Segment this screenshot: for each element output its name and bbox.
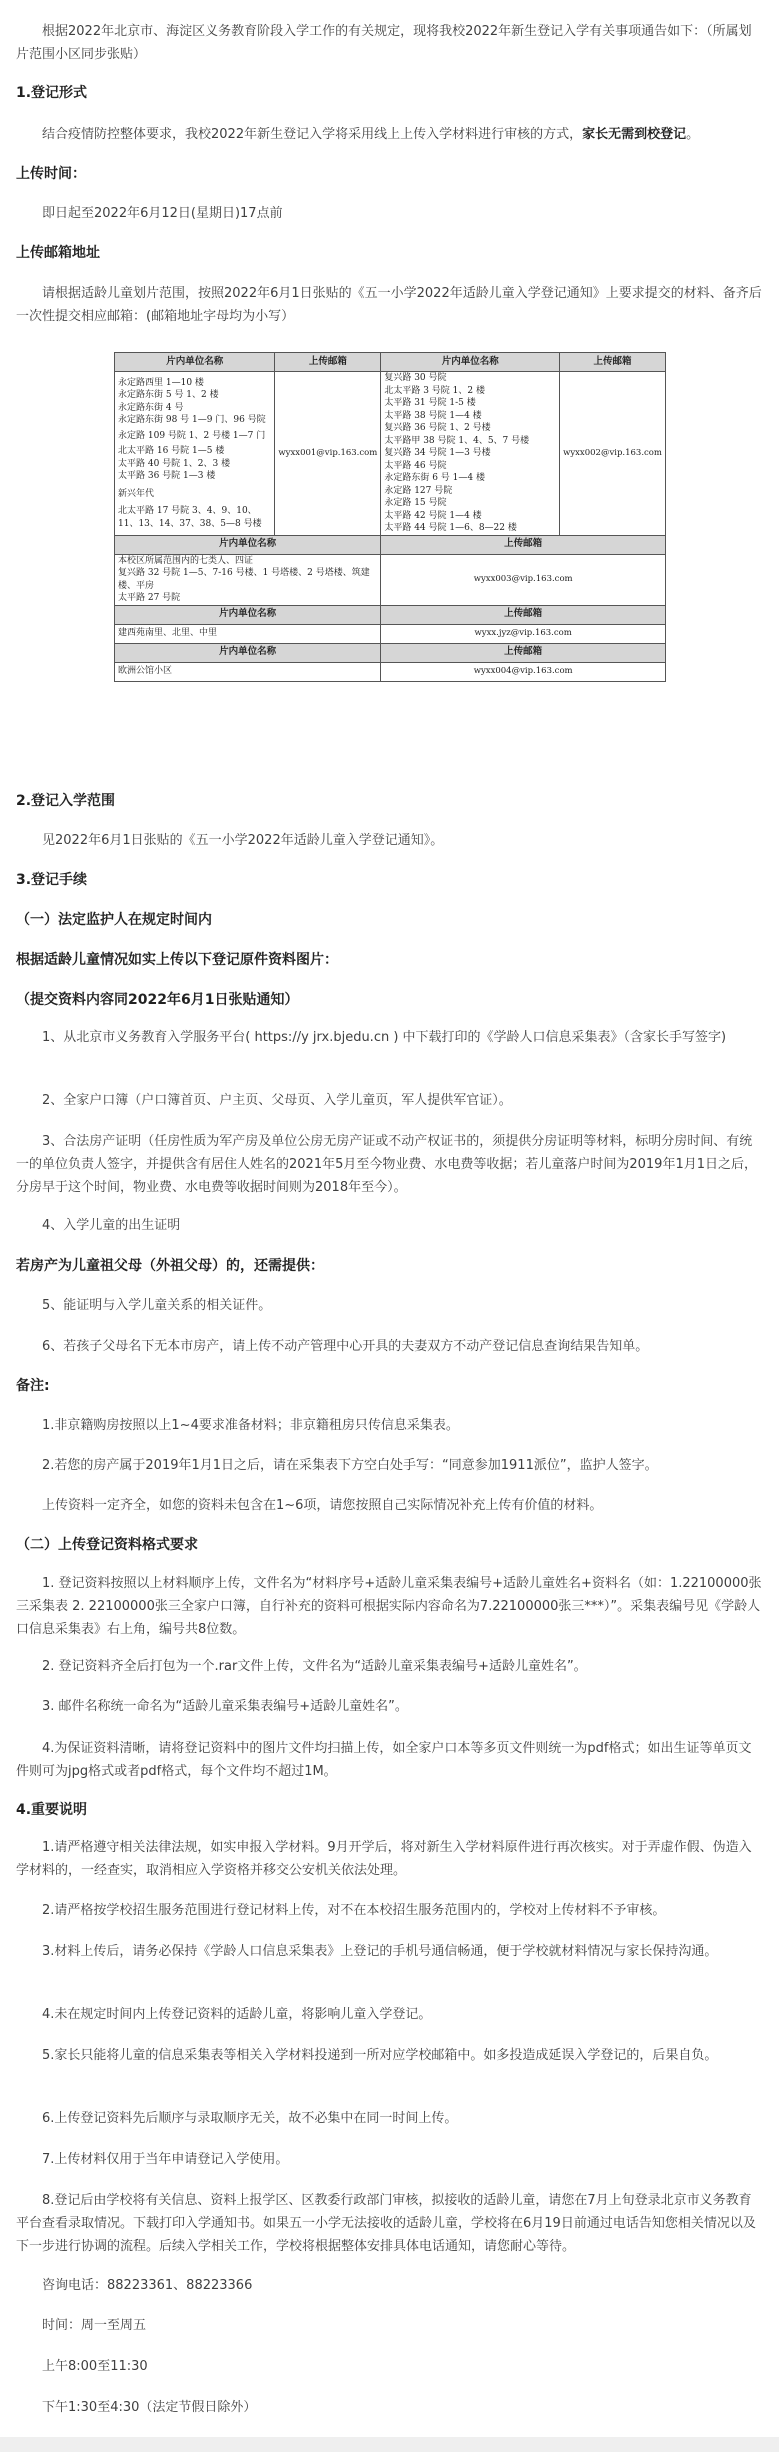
remark-item: 上传资料一定齐全，如您的资料未包含在1~6项，请您按照自己实际情况补充上传有价值的材料。 — [42, 1498, 603, 1513]
unit-entry: 北太平路 16 号院 1—5 楼 — [118, 446, 225, 456]
page-footer-bar — [0, 2437, 779, 2452]
unit-entry: 复兴路 32 号院 1—5、7-16 号楼、1 号塔楼、2 号塔楼、筑建楼、平房 — [118, 568, 370, 591]
requirement-item: 2、全家户口簿（户口簿首页、户主页、父母页、入学儿童页，军人提供军官证）。 — [42, 1093, 512, 1108]
unit-entry: 本校区所属范围内的七类人、四证 — [118, 555, 254, 566]
format-item: 4.为保证资料清晰，请将登记资料中的图片文件均扫描上传，如全家户口本等多页文件则统一为pdf格式；如出生证等单页文件则可为jpg格式或者pdf格式，每个文件均不超过1M。 — [16, 1741, 752, 1779]
unit-entry: 复兴路 30 号院 — [384, 373, 447, 383]
registration-form-text-a: 结合疫情防控整体要求，我校2022年新生登记入学将采用线上上传入学材料进行审核的方式， — [42, 127, 583, 142]
unit-entry: 复兴路 34 号院 1—3 号楼 — [384, 448, 491, 458]
group2-units — [115, 554, 381, 605]
unit-entry: 永定路 15 号院 — [384, 498, 447, 508]
unit-entry: 复兴路 36 号院 1、2 号楼 — [384, 423, 491, 433]
unit-entry: 太平路 40 号院 1、2、3 楼 — [118, 458, 231, 469]
consult-morning-hours: 上午8:00至11:30 — [42, 2359, 148, 2374]
col-header-mailbox: 上传邮箱 — [381, 643, 666, 662]
format-item: 1. 登记资料按照以上材料顺序上传，文件名为“材料序号+适龄儿童采集表编号+适龄儿童姓名+资料名（如：1.22100000张三采集表 2. 22100000张三全家户口簿，自行补充的资料可根据实际内容命名为7.22100000张三***）”。采集表编号见《学龄人口信息采集表》右上角，编号共8位数。 — [16, 1576, 762, 1637]
consult-phone: 咨询电话：88223361、88223366 — [42, 2278, 253, 2293]
group1-left-mailbox: wyxx001@vip.163.com — [275, 372, 381, 536]
consult-days: 时间：周一至周五 — [42, 2318, 147, 2333]
group4-mailbox: wyxx004@vip.163.com — [381, 662, 666, 681]
unit-entry: 北太平路 17 号院 3、4、9、10、11、13、14、37、38、5—8 号楼 — [118, 506, 262, 529]
section-2-heading: 2.登记入学范围 — [16, 793, 116, 809]
col-header-mailbox: 上传邮箱 — [275, 353, 381, 372]
unit-entry: 永定路东街 98 号 1—9 门、96 号院 — [118, 415, 266, 425]
col-header-unit: 片内单位名称 — [115, 535, 381, 554]
requirement-item: 5、能证明与入学儿童关系的相关证件。 — [42, 1298, 272, 1313]
group1-left-units — [115, 372, 275, 536]
section-4-heading: 4.重要说明 — [16, 1802, 88, 1818]
unit-entry: 永定路东街 6 号 1—4 楼 — [384, 473, 485, 483]
registration-form-text-c: 。 — [686, 127, 700, 142]
important-note-item: 6.上传登记资料先后顺序与录取顺序无关，故不必集中在同一时间上传。 — [42, 2111, 458, 2126]
important-note-item: 2.请严格按学校招生服务范围进行登记材料上传，对不在本校招生服务范围内的，学校对上传材料不予审核。 — [42, 1903, 666, 1918]
upload-content-note: （提交资料内容同2022年6月1日张贴通知） — [16, 992, 299, 1008]
intro-paragraph: 根据2022年北京市、海淀区义务教育阶段入学工作的有关规定，现将我校2022年新生登记入学有关事项通告如下：（所属划片范围小区同步张贴） — [16, 24, 752, 62]
important-note-item: 1.请严格遵守相关法律法规，如实申报入学材料。9月开学后，将对新生入学材料原件进行再次核实。对于弄虚作假、伪造入学材料的，一经查实，取消相应入学资格并移交公安机关依法处理。 — [16, 1840, 752, 1878]
group2-mailbox: wyxx003@vip.163.com — [381, 554, 666, 605]
consult-afternoon-hours: 下午1:30至4:30（法定节假日除外） — [42, 2400, 257, 2415]
unit-entry: 太平路 42 号院 1—4 楼 — [384, 510, 482, 521]
important-note-item: 7.上传材料仅用于当年申请登记入学使用。 — [42, 2152, 289, 2167]
unit-entry: 新兴年代 — [118, 488, 155, 499]
unit-entry: 太平路 36 号院 1—3 楼 — [118, 471, 216, 481]
group1-right-mailbox: wyxx002@vip.163.com — [560, 372, 666, 536]
unit-entry: 太平路 44 号院 1—6、8—22 楼 — [384, 523, 517, 533]
unit-entry: 太平路 27 号院 — [118, 593, 181, 603]
unit-entry: 太平路 46 号院 — [384, 460, 447, 471]
col-header-unit: 片内单位名称 — [115, 353, 275, 372]
section-1-heading: 1.登记形式 — [16, 85, 88, 101]
group1-right-units — [381, 372, 560, 536]
unit-entry: 太平路甲 38 号院 1、4、5、7 号楼 — [384, 435, 530, 446]
col-header-unit: 片内单位名称 — [115, 605, 381, 624]
unit-entry: 太平路 31 号院 1-5 楼 — [384, 398, 476, 408]
important-note-item: 8.登记后由学校将有关信息、资料上报学区、区教委行政部门审核，拟接收的适龄儿童，请您在7月上旬登录北京市义务教育平台查看录取情况。下载打印入学通知书。如果五一小学无法接收的适龄儿童，学校将在6月19日前通过电话告知您相关情况以及下一步进行协调的流程。后续入学相关工作，学校将根据整体安排具体电话通知，请您耐心等待。 — [16, 2193, 756, 2254]
format-item: 3. 邮件名称统一命名为“适龄儿童采集表编号+适龄儿童姓名”。 — [42, 1699, 408, 1714]
remark-item: 2.若您的房产属于2019年1月1日之后，请在采集表下方空白处手写：“同意参加1911派位”，监护人签字。 — [42, 1458, 658, 1473]
registration-form-text — [16, 123, 763, 146]
upload-time-heading: 上传时间： — [16, 166, 86, 182]
col-header-mailbox: 上传邮箱 — [381, 535, 666, 554]
unit-entry: 北太平路 3 号院 1、2 楼 — [384, 385, 485, 396]
grandparent-property-heading: 若房产为儿童祖父母（外祖父母）的，还需提供： — [16, 1258, 324, 1274]
requirement-item: 1、从北京市义务教育入学服务平台( https://y jrx.bjedu.cn ) 中下载打印的《学龄人口信息采集表》（含家长手写签字) — [42, 1030, 727, 1045]
col-header-mailbox: 上传邮箱 — [560, 353, 666, 372]
requirement-item: 6、若孩子父母名下无本市房产，请上传不动产管理中心开具的夫妻双方不动产登记信息查询结果告知单。 — [42, 1339, 649, 1354]
unit-entry: 永定路东街 4 号 — [118, 402, 184, 413]
subsection-2-heading: （二）上传登记资料格式要求 — [16, 1537, 198, 1553]
upload-mailbox-text: 请根据适龄儿童划片范围，按照2022年6月1日张贴的《五一小学2022年适龄儿童入学登记通知》上要求提交的材料、备齐后一次性提交相应邮箱：(邮箱地址字母均为小写） — [16, 286, 762, 324]
unit-entry: 永定路西里 1—10 楼 — [118, 377, 204, 388]
col-header-unit: 片内单位名称 — [381, 353, 560, 372]
upload-time-text: 即日起至2022年6月12日(星期日)17点前 — [42, 206, 283, 221]
section-3-heading: 3.登记手续 — [16, 872, 88, 888]
upload-instruction-heading: 根据适龄儿童情况如实上传以下登记原件资料图片： — [16, 952, 338, 968]
mailbox-table — [114, 352, 666, 682]
remark-item: 1.非京籍购房按照以上1~4要求准备材料；非京籍租房只传信息采集表。 — [42, 1418, 459, 1433]
unit-entry: 永定路 127 号院 — [384, 485, 453, 496]
unit-entry: 太平路 38 号院 1—4 楼 — [384, 410, 482, 421]
remarks-heading: 备注: — [16, 1378, 50, 1394]
requirement-item: 4、入学儿童的出生证明 — [42, 1218, 181, 1233]
subsection-1-heading: （一）法定监护人在规定时间内 — [16, 912, 212, 928]
upload-mailbox-heading: 上传邮箱地址 — [16, 245, 100, 261]
format-item: 2. 登记资料齐全后打包为一个.rar文件上传，文件名为“适龄儿童采集表编号+适龄儿童姓名”。 — [42, 1659, 587, 1674]
unit-entry: 永定路 109 号院 1、2 号楼 1—7 门 — [118, 430, 266, 441]
col-header-unit: 片内单位名称 — [115, 643, 381, 662]
important-note-item: 4.未在规定时间内上传登记资料的适龄儿童，将影响儿童入学登记。 — [42, 2007, 432, 2022]
group3-units: 建西苑南里、北里、中里 — [115, 624, 381, 643]
important-note-item: 5.家长只能将儿童的信息采集表等相关入学材料投递到一所对应学校邮箱中。如多投造成延误入学登记的，后果自负。 — [42, 2048, 718, 2063]
unit-entry: 永定路东街 5 号 1、2 楼 — [118, 390, 219, 400]
group3-mailbox: wyxx.jyz@vip.163.com — [381, 624, 666, 643]
important-note-item: 3.材料上传后，请务必保持《学龄人口信息采集表》上登记的手机号通信畅通，便于学校就材料情况与家长保持沟通。 — [42, 1944, 718, 1959]
col-header-mailbox: 上传邮箱 — [381, 605, 666, 624]
group4-units: 欧洲公馆小区 — [115, 662, 381, 681]
enrollment-range-text: 见2022年6月1日张贴的《五一小学2022年适龄儿童入学登记通知》。 — [42, 833, 444, 848]
requirement-item: 3、合法房产证明（任房性质为军产房及单位公房无房产证或不动产权证书的，须提供分房证明等材料，标明分房时间、有统一的单位负责人签字，并提供含有居住人姓名的2021年5月至今物业费、水电费等收据；若儿童落户时间为2019年1月1日之后，分房早于这个时间，物业费、水电费等收据时间则为2018年至今）。 — [16, 1134, 757, 1195]
registration-form-emphasis: 家长无需到校登记 — [582, 127, 687, 142]
